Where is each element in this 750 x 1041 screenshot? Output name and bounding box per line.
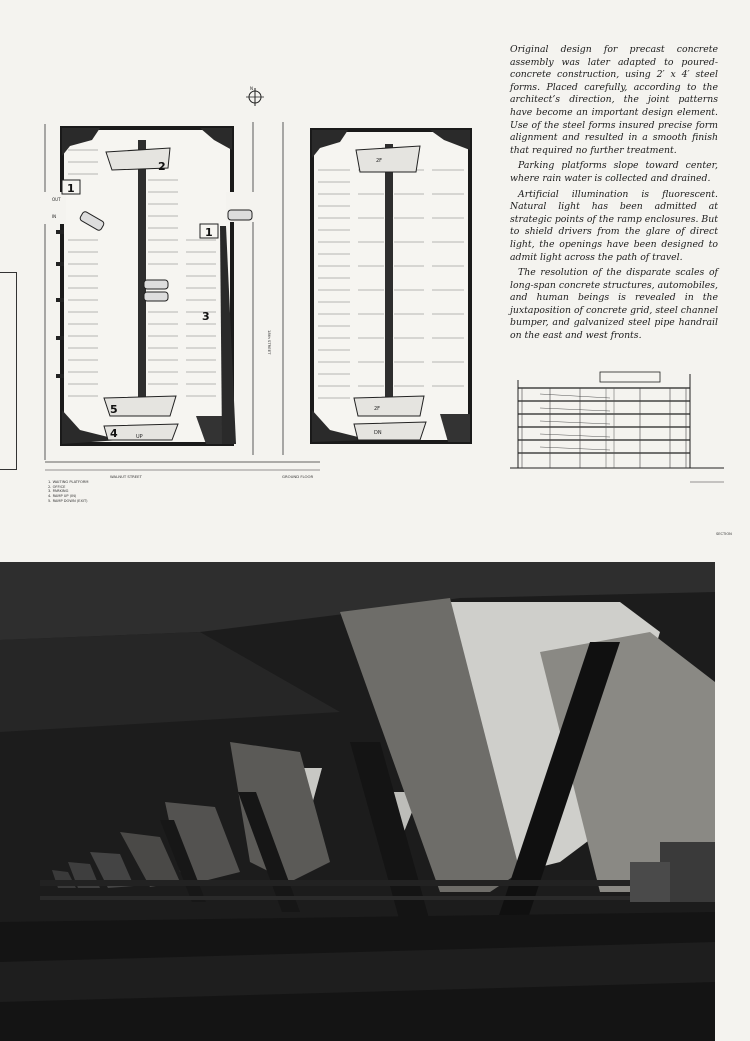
ground-floor-plan	[0, 0, 500, 480]
in-label: IN	[52, 214, 57, 219]
legend-item: 4. RAMP UP (IN)	[48, 494, 77, 499]
ramp-label-2: 2F	[374, 406, 381, 412]
plan-legend	[48, 480, 118, 504]
body-text-column	[510, 44, 718, 346]
north-label: N	[250, 86, 253, 91]
paragraph-1: Original design for precast concrete assembly was later adapted to poured-concrete construction, using 2′ x 4′ steel forms. Placed carefully, according to the architect’s direction, the joint patterns have become an important design element. Use of the steel forms insured precise form alignment and resulted in a smooth finish that required no further treatment.	[510, 44, 718, 156]
street-vertical-label: 18th STREET	[267, 330, 272, 355]
room-5: 5	[110, 403, 118, 416]
paragraph-4: The resolution of the disparate scales of long-span concrete structures, automobiles, and human beings is revealed in the juxtaposition of concrete grid, steel channel bumper, and galvanized steel pipe handrail on the east and west fronts.	[510, 267, 718, 342]
paragraph-2: Parking platforms slope toward center, where rain water is collected and drained.	[510, 160, 718, 184]
legend-item: 3. PARKING	[48, 489, 69, 494]
room-1b: 1	[205, 226, 213, 239]
left-plan	[40, 128, 256, 444]
floor-label: GROUND FLOOR	[282, 474, 314, 479]
legend-item: 5. RAMP DOWN (EXIT)	[48, 498, 88, 503]
room-4: 4	[110, 427, 118, 440]
room-2: 2	[158, 160, 166, 173]
ramp-label-1: 2F	[376, 158, 383, 164]
section-drawing	[510, 364, 724, 494]
parking-structure-photo	[0, 562, 715, 1041]
north-arrow	[246, 86, 264, 106]
legend-item: 2. OFFICE	[48, 484, 66, 489]
legend-item: 1. WAITING PLATFORM	[48, 480, 89, 484]
paragraph-3: Artificial illumination is fluorescent. Natural light has been admitted at strategic points of the ramp enclosures. But to shield drivers from the glare of direct light, the openings have been designed to admit light across the path of travel.	[510, 188, 718, 263]
ramp-label-4: UP	[136, 434, 143, 440]
room-3: 3	[202, 310, 210, 323]
ramp-label-3: DN	[374, 430, 382, 436]
out-label: OUT	[52, 197, 61, 202]
room-1a: 1	[67, 182, 75, 195]
street-bottom-label: WALNUT STREET	[110, 474, 142, 479]
section-label: SECTION	[716, 532, 732, 536]
